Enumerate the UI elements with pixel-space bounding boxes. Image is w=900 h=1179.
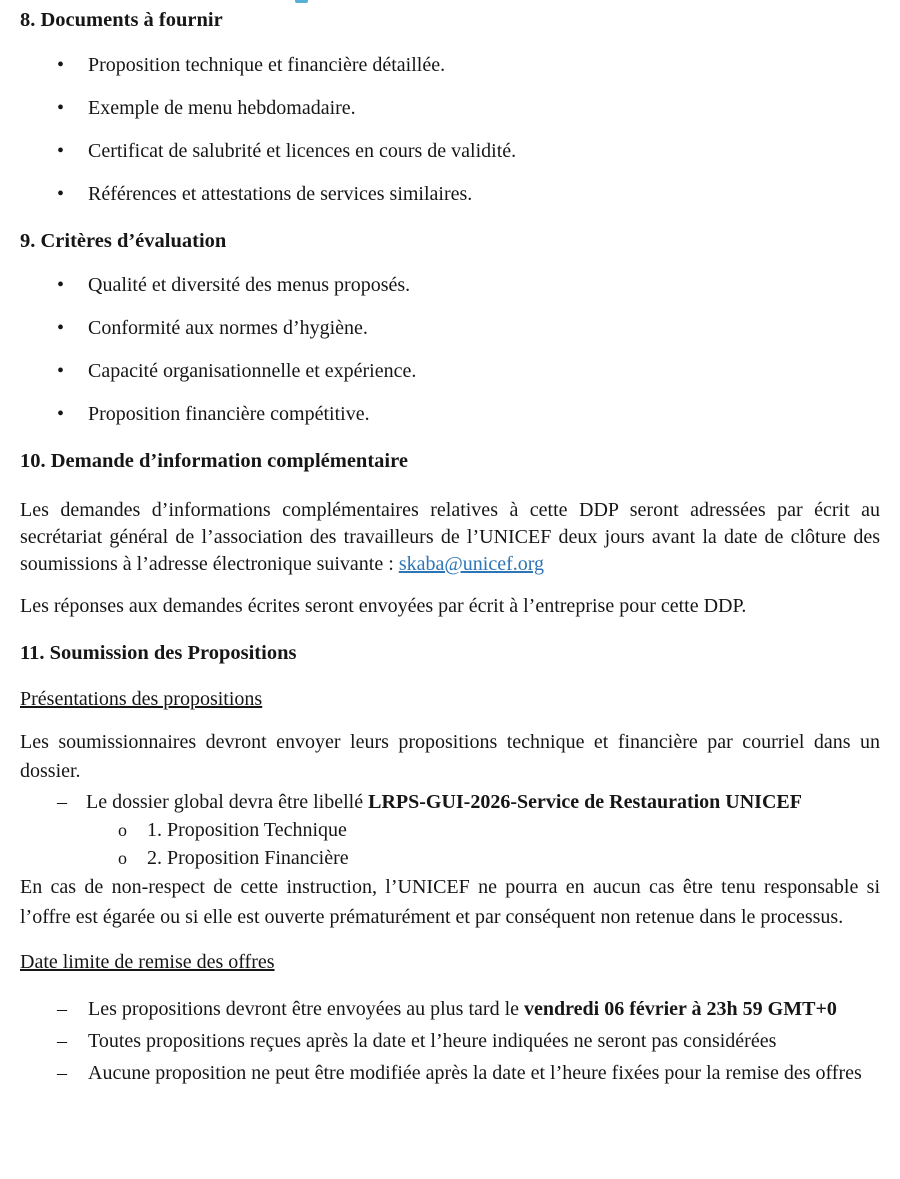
- bullet-icon: •: [57, 54, 65, 76]
- list-item: [20, 95, 880, 122]
- list-item-text: 2. Proposition Financière: [147, 847, 349, 869]
- list-item: [20, 844, 880, 872]
- bullet-icon: •: [57, 97, 65, 119]
- list-item-text: Capacité organisationnelle et expérience.: [88, 360, 417, 382]
- list-item-text: Exemple de menu hebdomadaire.: [88, 97, 356, 119]
- criteria-list: [20, 272, 880, 428]
- list-item-text: Qualité et diversité des menus proposés.: [88, 274, 411, 296]
- bullet-icon: •: [57, 140, 65, 162]
- list-item: [20, 138, 880, 165]
- list-item-text: Proposition technique et financière détaillée.: [88, 54, 446, 76]
- proposition-sublist: [20, 816, 880, 872]
- dash-icon: –: [57, 998, 67, 1020]
- list-item: [20, 52, 880, 79]
- section-11-heading: 11. Soumission des Propositions: [20, 642, 297, 664]
- warning-paragraph: En cas de non-respect de cette instruction, l’UNICEF ne pourra en aucun cas être tenu responsable si l’offre est égarée ou si elle est ouverte prématurément et par conséquent non retenue dans le processus.: [20, 876, 880, 928]
- envoi-paragraph: Les soumissionnaires devront envoyer leurs propositions technique et financière par courriel dans un dossier.: [20, 731, 880, 782]
- presentation-subheading: Présentations des propositions: [20, 688, 263, 710]
- list-item: [20, 1060, 880, 1087]
- list-item: [20, 1028, 880, 1055]
- list-item-text: Conformité aux normes d’hygiène.: [88, 317, 368, 339]
- list-item: [20, 358, 880, 385]
- deadline-subheading: Date limite de remise des offres: [20, 951, 275, 973]
- deadline-bold: vendredi 06 février à 23h 59 GMT+0: [524, 998, 837, 1020]
- bullet-icon: •: [57, 317, 65, 339]
- bullet-icon: •: [57, 403, 65, 425]
- dossier-label-bold: LRPS-GUI-2026-Service de Restauration UNICEF: [368, 791, 802, 813]
- list-item-text: 1. Proposition Technique: [147, 819, 347, 841]
- list-item-text: Toutes propositions reçues après la date et l’heure indiquées ne seront pas considérées: [88, 1030, 777, 1052]
- info-request-paragraph: [20, 497, 880, 578]
- circle-bullet-icon: o: [118, 820, 127, 840]
- dash-icon: –: [57, 1062, 67, 1084]
- section-8-heading: 8. Documents à fournir: [20, 9, 223, 31]
- dash-icon: –: [57, 1030, 67, 1052]
- list-item: [20, 996, 880, 1023]
- dossier-list: [20, 788, 880, 816]
- list-item: [20, 272, 880, 299]
- bullet-icon: •: [57, 274, 65, 296]
- responses-paragraph: Les réponses aux demandes écrites seront envoyées par écrit à l’entreprise pour cette DDP.: [20, 595, 747, 617]
- list-item-text: Proposition financière compétitive.: [88, 403, 370, 425]
- bullet-icon: •: [57, 183, 65, 205]
- list-item-text: Références et attestations de services similaires.: [88, 183, 473, 205]
- paragraph-text: Les demandes d’informations complémentaires relatives à cette DDP seront adressées par écrit au secrétariat général de l’association des travailleurs de l’UNICEF deux jours avant la date de clôture des soumissions à l’adresse électronique suivante :: [20, 499, 880, 575]
- bullet-icon: •: [57, 360, 65, 382]
- list-item: [20, 788, 880, 816]
- list-item-text: Certificat de salubrité et licences en cours de validité.: [88, 140, 517, 162]
- list-item: [20, 181, 880, 208]
- list-item-text: Les propositions devront être envoyées au plus tard le: [88, 998, 524, 1020]
- cutoff-hyperlink-fragment: [295, 0, 308, 3]
- list-item-text: Aucune proposition ne peut être modifiée après la date et l’heure fixées pour la remise des offres: [88, 1062, 862, 1084]
- list-item: [20, 401, 880, 428]
- list-item: [20, 816, 880, 844]
- section-10-heading: 10. Demande d’information complémentaire: [20, 450, 408, 472]
- list-item-text: Le dossier global devra être libellé: [86, 791, 369, 813]
- deadline-list: [20, 996, 880, 1087]
- email-link[interactable]: skaba@unicef.org: [398, 553, 545, 575]
- section-9-heading: 9. Critères d’évaluation: [20, 230, 227, 252]
- list-item: [20, 315, 880, 342]
- documents-list: [20, 52, 880, 208]
- circle-bullet-icon: o: [118, 848, 127, 868]
- dash-icon: –: [57, 791, 67, 813]
